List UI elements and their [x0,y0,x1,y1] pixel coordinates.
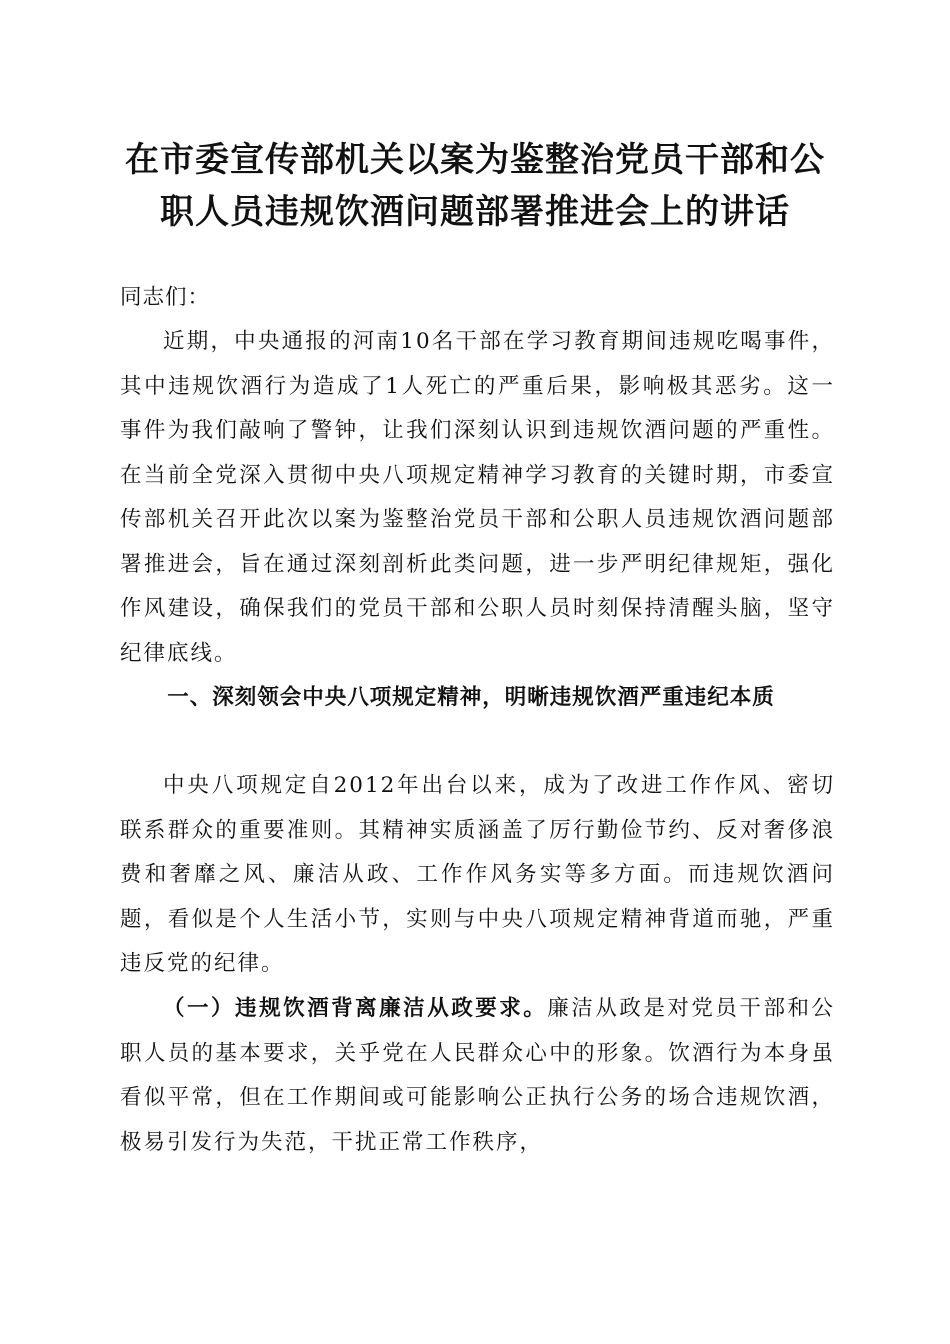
salutation: 同志们： [120,285,211,310]
subsection-body-1: 廉洁从政是对党员干部和公职人员的基本要求，关乎党在人民群众心中的形象。饮酒行为本身虽看似平常，但在工作期间或可能影响公正执行公务的场合违规饮酒，极易引发行为失范，干扰正常工作秩序， [120,996,835,1155]
subsection-heading-1: （一）违规饮酒背离廉洁从政要求。 [163,996,548,1021]
paragraph-section-1: 中央八项规定自2012年出台以来，成为了改进工作作风、密切联系群众的重要准则。其精神实质涵盖了厉行勤俭节约、反对奢侈浪费和奢靡之风、廉洁从政、工作作风务实等多方面。而违规饮酒问题，看似是个人生活小节，实则与中央八项规定精神背道而驰，严重违反党的纪律。 [120,773,835,976]
paragraph-subsection-1 [120,987,835,1165]
document-title-line-1: 在市委宣传部机关以案为鉴整治党员干部和公 [125,140,825,180]
document-title-line-2: 职人员违规饮酒问题部署推进会上的讲话 [160,192,790,232]
section-heading-1: 一、深刻领会中央八项规定精神，明晰违规饮酒严重违纪本质 [167,685,775,710]
paragraph-intro: 近期，中央通报的河南10名干部在学习教育期间违规吃喝事件，其中违规饮酒行为造成了1人死亡的严重后果，影响极其恶劣。这一事件为我们敲响了警钟，让我们深刻认识到违规饮酒问题的严重性。在当前全党深入贯彻中央八项规定精神学习教育的关键时期，市委宣传部机关召开此次以案为鉴整治党员干部和公职人员违规饮酒问题部署推进会，旨在通过深刻剖析此类问题，进一步严明纪律规矩，强化作风建设，确保我们的党员干部和公职人员时刻保持清醒头脑，坚守纪律底线。 [120,329,835,666]
